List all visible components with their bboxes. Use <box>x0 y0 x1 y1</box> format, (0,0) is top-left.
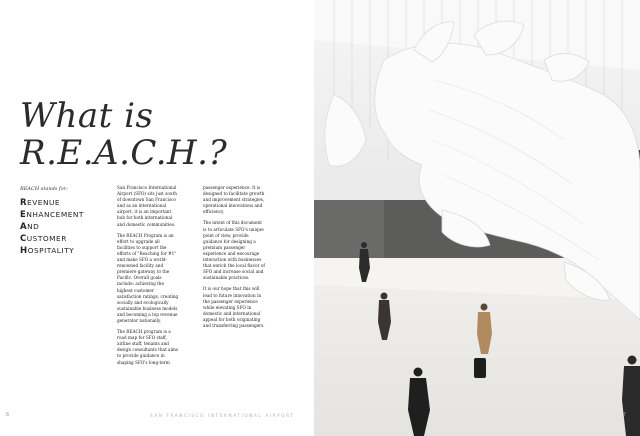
paragraph: It is our hope that this will lead to future innovation in the passenger experience while elevating SFO in domestic and international appeal for both originating and transferring passengers. <box>203 286 265 328</box>
acronym-word-enhancement: ENHANCEMENT <box>20 210 84 220</box>
paragraph: The REACH program is a road map for SFO staff, airline staff, tenants and design consultants that aims to provide guidance in shaping SFO's long-term <box>117 329 178 365</box>
wall-panel <box>314 200 384 260</box>
title-line-1: What is <box>20 96 154 136</box>
rolling-suitcase <box>474 358 486 378</box>
acronym-word-and: AND <box>20 222 40 232</box>
paragraph: San Francisco International Airport (SFO) sits just south of downtown San Francisco and as an international airport, it is an important hub for both international and domestic communities. <box>117 185 177 227</box>
person-5 <box>622 356 640 436</box>
page-title <box>20 98 227 172</box>
running-footer-title: SAN FRANCISCO INTERNATIONAL AIRPORT <box>150 413 295 418</box>
page-number-left: 6 <box>6 412 10 418</box>
paragraph: The REACH Program is an effort to upgrade all facilities to support the efforts of "Reaching for #1" and make SFO a world-renowned facility and premiere gateway to the Pacific. Overall goals include: achieving the highest customer satisfaction ratings, creating socially and ecologically sustainable business models and becoming a top revenue generator nationally. <box>117 232 179 323</box>
terminal-photo <box>314 0 640 436</box>
paragraph: passenger experience. It is designed to facilitate growth and improvement strategies, operational innovations and efficiency. <box>203 185 265 215</box>
body-column-2 <box>203 185 266 334</box>
right-page-photo <box>314 0 640 436</box>
body-column-1 <box>117 185 179 371</box>
acronym-block <box>20 186 110 257</box>
acronym-word-revenue: REVENUE <box>20 198 61 208</box>
stands-for-label: REACH stands for: <box>20 186 68 192</box>
title-line-2: R.E.A.C.H.? <box>20 133 228 173</box>
acronym-word-customer: CUSTOMER <box>20 234 67 244</box>
paragraph: The intent of this document is to articulate SFO's unique point of view, provide guidance for designing a premium passenger experience and encourage interaction with businesses that enrich the local flavor of SFO and increase social and sustainable practices. <box>203 220 265 281</box>
left-page <box>0 0 314 436</box>
acronym-word-hospitality: HOSPITALITY <box>20 246 75 256</box>
page-number-right: 7 <box>622 412 626 418</box>
